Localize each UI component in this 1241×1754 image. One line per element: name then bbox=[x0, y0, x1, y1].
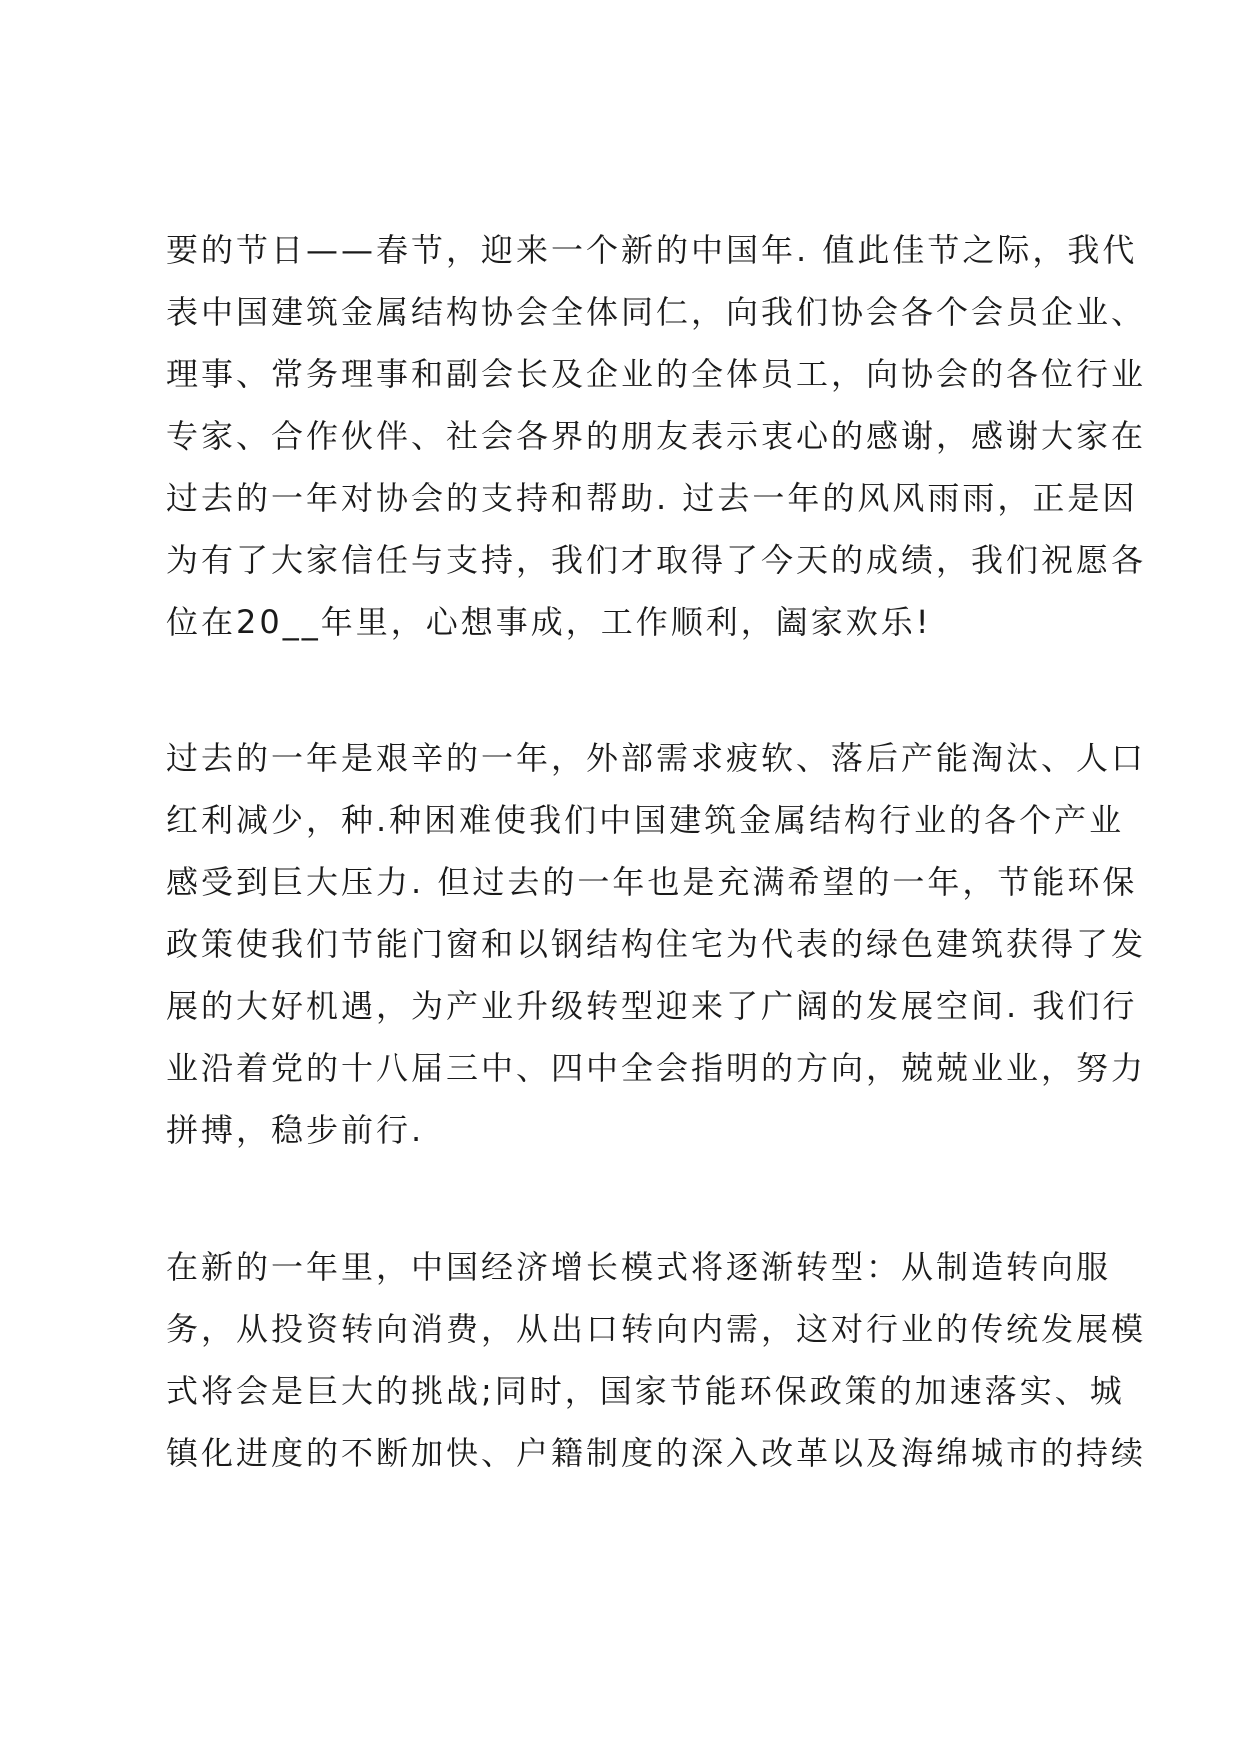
text-line: 理事、常务理事和副会长及企业的全体员工，向协会的各位行业 bbox=[166, 355, 1147, 393]
text-line: 政策使我们节能门窗和以钢结构住宅为代表的绿色建筑获得了发 bbox=[166, 925, 1147, 963]
text-line: 在新的一年里，中国经济增长模式将逐渐转型：从制造转向服 bbox=[166, 1248, 1112, 1286]
text-line: 镇化进度的不断加快、户籍制度的深入改革以及海绵城市的持续 bbox=[166, 1434, 1147, 1472]
text-line: 专家、合作伙伴、社会各界的朋友表示衷心的感谢，感谢大家在 bbox=[166, 417, 1147, 455]
text-line: 式将会是巨大的挑战;同时，国家节能环保政策的加速落实、城 bbox=[166, 1372, 1125, 1410]
text-line: 拼搏，稳步前行. bbox=[166, 1111, 425, 1149]
text-line: 过去的一年对协会的支持和帮助. 过去一年的风风雨雨，正是因 bbox=[166, 479, 1138, 517]
text-line: 位在20__年里，心想事成，工作顺利，阖家欢乐! bbox=[166, 603, 932, 641]
text-line: 表中国建筑金属结构协会全体同仁，向我们协会各个会员企业、 bbox=[166, 293, 1147, 331]
text-line: 过去的一年是艰辛的一年，外部需求疲软、落后产能淘汰、人口 bbox=[166, 739, 1147, 777]
text-line: 为有了大家信任与支持，我们才取得了今天的成绩，我们祝愿各 bbox=[166, 541, 1147, 579]
text-line: 务，从投资转向消费，从出口转向内需，这对行业的传统发展模 bbox=[166, 1310, 1147, 1348]
text-line: 要的节日——春节，迎来一个新的中国年. 值此佳节之际，我代 bbox=[166, 231, 1138, 269]
text-line: 业沿着党的十八届三中、四中全会指明的方向，兢兢业业，努力 bbox=[166, 1049, 1147, 1087]
text-line: 感受到巨大压力. 但过去的一年也是充满希望的一年，节能环保 bbox=[166, 863, 1138, 901]
text-line: 红利减少，种.种困难使我们中国建筑金属结构行业的各个产业 bbox=[166, 801, 1125, 839]
text-line: 展的大好机遇，为产业升级转型迎来了广阔的发展空间. 我们行 bbox=[166, 987, 1138, 1025]
